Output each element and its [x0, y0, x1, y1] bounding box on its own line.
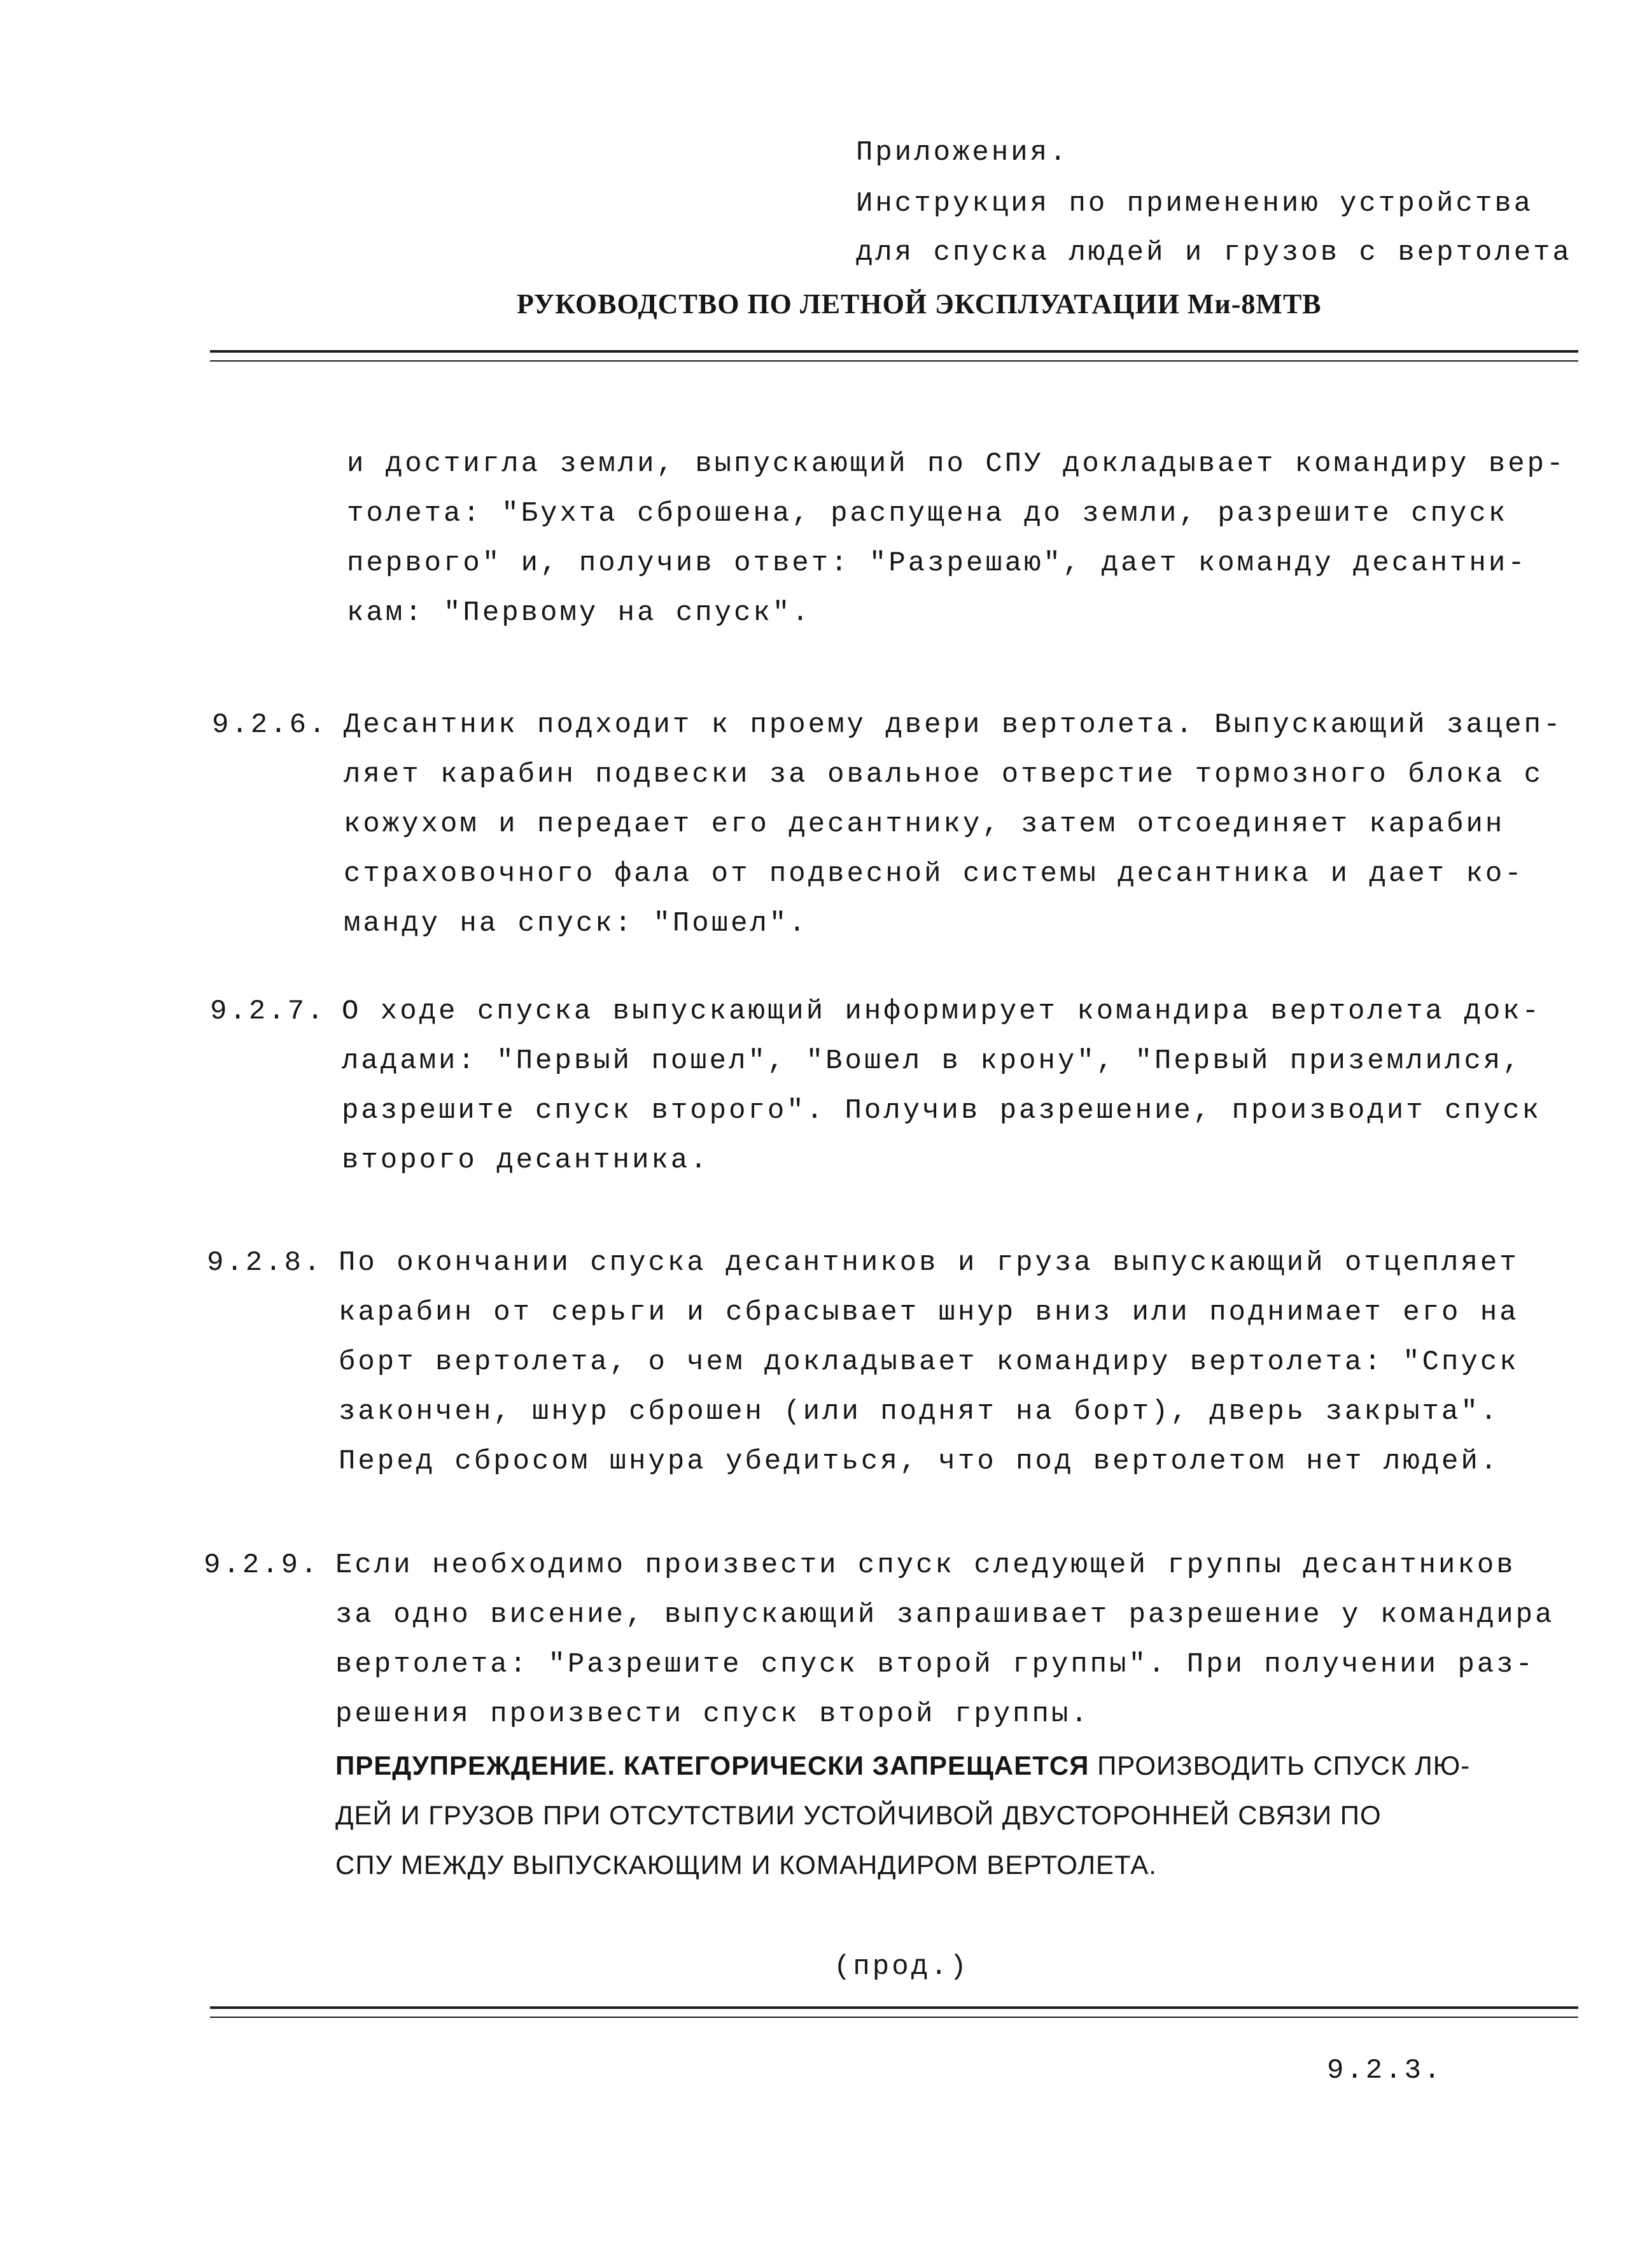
text-line: разрешите спуск второго". Получив разрешение, производит спуск: [342, 1095, 1542, 1127]
section-9-2-7: [342, 987, 1542, 1185]
warning-block: [335, 1741, 1532, 1890]
text-line: решения произвести спуск второй группы.: [335, 1698, 1090, 1730]
warning-line: ДЕЙ И ГРУЗОВ ПРИ ОТСУТСТВИИ УСТОЙЧИВОЙ ДВУСТОРОННЕЙ СВЯЗИ ПО: [335, 1800, 1382, 1830]
continued-label: (прод.): [834, 1951, 969, 1983]
text-line: Десантник подходит к проему двери вертолета. Выпускающий зацеп-: [344, 709, 1563, 741]
warning-label: ПРЕДУПРЕЖДЕНИЕ. КАТЕГОРИЧЕСКИ ЗАПРЕЩАЕТСЯ: [335, 1750, 1090, 1780]
section-number: 9.2.9.: [204, 1549, 320, 1581]
section-number: 9.2.8.: [207, 1247, 323, 1279]
text-line: второго десантника.: [342, 1145, 710, 1176]
footer-rule-bottom: [210, 2017, 1578, 2018]
text-line: ляет карабин подвески за овальное отверстие тормозного блока с: [344, 759, 1544, 791]
text-line: толета: "Бухта сброшена, распущена до земли, разрешите спуск: [347, 498, 1508, 530]
text-line: кожухом и передает его десантнику, затем отсоединяет карабин: [344, 808, 1505, 840]
section-9-2-9: [335, 1540, 1555, 1739]
text-line: вертолета: "Разрешите спуск второй группы". При получении раз-: [335, 1649, 1536, 1680]
footer-rule-top: [210, 2006, 1578, 2009]
warning-line: СПУ МЕЖДУ ВЫПУСКАЮЩИМ И КОМАНДИРОМ ВЕРТОЛЕТА.: [335, 1850, 1157, 1880]
text-line: и достигла земли, выпускающий по СПУ докладывает командиру вер-: [347, 448, 1566, 480]
header-instruction-line2: для спуска людей и грузов с вертолета: [856, 237, 1572, 269]
section-9-2-6: [344, 700, 1563, 948]
text-line: борт вертолета, о чем докладывает командиру вертолета: "Спуск: [339, 1346, 1519, 1378]
warning-line: [335, 1741, 1532, 1791]
header-rule-top: [210, 350, 1578, 353]
text-line: первого" и, получив ответ: "Разрешаю", дает команду десантни-: [347, 547, 1527, 579]
section-9-2-8: [339, 1238, 1535, 1486]
header-rule-bottom: [210, 360, 1578, 362]
text-line: закончен, шнур сброшен (или поднят на борт), дверь закрыта".: [339, 1396, 1500, 1428]
section-number: 9.2.6.: [212, 709, 328, 741]
text-line: кам: "Первому на спуск".: [347, 597, 811, 629]
text-line: карабин от серьги и сбрасывает шнур вниз или поднимает его на: [339, 1297, 1519, 1328]
text-line: О ходе спуска выпускающий информирует командира вертолета док-: [342, 996, 1542, 1027]
manual-title: РУКОВОДСТВО ПО ЛЕТНОЙ ЭКСПЛУАТАЦИИ Ми-8МТВ: [517, 288, 1322, 320]
text-line: По окончании спуска десантников и груза выпускающий отцепляет: [339, 1247, 1519, 1279]
page-number: 9.2.3.: [1327, 2055, 1443, 2087]
header-instruction-line1: Инструкция по применению устройства: [856, 188, 1534, 220]
intro-paragraph: [347, 439, 1566, 638]
warning-text: ПРОИЗВОДИТЬ СПУСК ЛЮ-: [1089, 1750, 1471, 1780]
header-appendix: Приложения.: [856, 137, 1069, 169]
text-line: страховочного фала от подвесной системы десантника и дает ко-: [344, 858, 1524, 890]
text-line: манду на спуск: "Пошел".: [344, 908, 808, 940]
section-number: 9.2.7.: [210, 996, 326, 1027]
text-line: Перед сбросом шнура убедиться, что под вертолетом нет людей.: [339, 1446, 1500, 1477]
text-line: за одно висение, выпускающий запрашивает разрешение у командира: [335, 1599, 1555, 1631]
text-line: ладами: "Первый пошел", "Вошел в крону", "Первый приземлился,: [342, 1045, 1522, 1077]
text-line: Если необходимо произвести спуск следующей группы десантников: [335, 1549, 1516, 1581]
